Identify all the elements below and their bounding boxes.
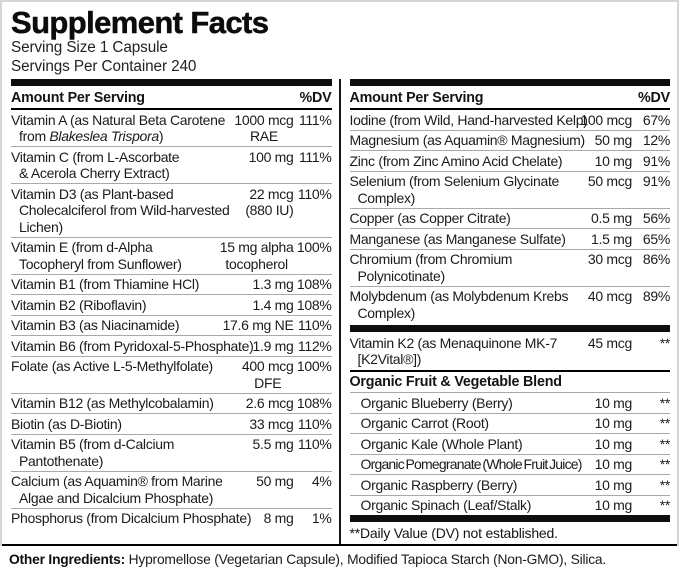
servings-per-container-line: Servings Per Container 240 — [11, 57, 197, 75]
column-header — [11, 88, 332, 110]
row-amount-value: 30 mcg — [587, 251, 632, 267]
row-dv-value: ** — [659, 334, 670, 351]
row-name — [11, 436, 253, 469]
row-amount — [591, 210, 632, 227]
table-row — [350, 110, 671, 131]
row-name — [350, 132, 595, 149]
row-dv-value: ** — [659, 476, 670, 493]
row-dv-value: 86% — [642, 251, 670, 267]
row-amount-value: 40 mcg — [587, 288, 632, 304]
row-amount — [595, 415, 632, 432]
row-name-line: Zinc (from Zinc Amino Acid Chelate) — [349, 152, 563, 169]
dv-label: %DV — [299, 90, 332, 106]
row-amount-value: 1.4 mg — [252, 296, 294, 313]
row-name-line: Selenium (from Selenium Glycinate — [349, 173, 560, 189]
table-row — [11, 509, 332, 529]
row-name-line: Organic Carrot (Root) — [360, 415, 489, 431]
row-amount — [220, 239, 294, 272]
table-row — [11, 110, 332, 147]
row-name-line: Vitamin B12 (as Methylcobalamin) — [11, 395, 214, 411]
row-amount-value: 45 mcg — [587, 334, 632, 351]
row-name — [350, 210, 592, 227]
table-row — [350, 496, 671, 516]
row-amount-value: 400 mcg — [241, 358, 294, 374]
row-amount-value: 10 mg — [594, 456, 632, 472]
row-name-line: Vitamin B2 (Riboflavin) — [11, 296, 147, 313]
row-name — [350, 497, 595, 514]
row-amount — [242, 358, 294, 391]
row-name-line: Vitamin B3 (as Niacinamide) — [11, 317, 180, 333]
table-row — [350, 172, 671, 209]
row-name — [11, 395, 246, 412]
table-row — [11, 275, 332, 296]
row-amount — [253, 297, 294, 314]
row-dv-value: 111% — [298, 148, 332, 165]
thick-divider-bar — [350, 79, 671, 86]
table-row — [11, 238, 332, 275]
row-amount-value: 10 mg — [594, 394, 632, 411]
table-row — [11, 316, 332, 337]
table-row — [350, 250, 671, 287]
row-amount-value: 50 mg — [256, 473, 294, 489]
row-name-line: Complex) — [357, 304, 416, 321]
row-dv-value: ** — [659, 497, 670, 513]
row-amount — [256, 473, 293, 490]
row-amount — [234, 112, 293, 145]
row-name-line: Cholecalciferol from Wild-harvested — [19, 202, 230, 218]
row-amount-value: 1000 mcg — [234, 111, 294, 128]
row-dv-value: 89% — [642, 288, 670, 304]
row-dv-value: 91% — [642, 152, 670, 169]
row-name-line: from Blakeslea Trispora) — [19, 128, 164, 144]
row-dv-value: 110% — [297, 415, 332, 432]
row-name — [350, 288, 588, 321]
row-name-line: Organic Pomegranate (Whole Fruit Juice) — [360, 456, 582, 472]
row-name — [350, 415, 595, 432]
row-name-line: Vitamin E (from d-Alpha — [11, 239, 153, 255]
vitamin-k2-rows — [350, 332, 671, 370]
row-name-line: Organic Spinach (Leaf/Stalk) — [360, 497, 532, 513]
row-amount-value: 0.5 mg — [591, 210, 632, 226]
row-amount-value: 100 mcg — [580, 111, 632, 128]
table-row — [350, 475, 671, 496]
dv-label: %DV — [638, 90, 670, 106]
row-dv-value: 108% — [296, 395, 332, 411]
row-name-line: Biotin (as D-Biotin) — [11, 415, 122, 432]
row-amount-value: 17.6 mg NE — [222, 317, 294, 333]
column-header — [350, 88, 671, 110]
row-amount — [595, 395, 632, 412]
row-dv-value: 108% — [296, 276, 332, 292]
row-dv-value: 110% — [297, 317, 332, 333]
row-name-line: Organic Blueberry (Berry) — [360, 394, 513, 411]
row-amount — [588, 251, 632, 268]
row-name — [11, 338, 253, 355]
row-name — [11, 239, 220, 272]
row-amount-value: 2.6 mcg — [245, 395, 294, 411]
row-name — [350, 477, 595, 494]
table-row — [350, 209, 671, 230]
table-row — [350, 131, 671, 152]
row-dv-value: 110% — [297, 436, 332, 452]
row-dv-value: 91% — [642, 173, 670, 189]
table-row — [350, 434, 671, 455]
row-amount-value: 10 mg — [594, 435, 632, 452]
row-amount — [588, 288, 632, 305]
row-dv-value: ** — [659, 456, 670, 472]
row-name — [11, 416, 249, 433]
row-amount-value: 100 mg — [248, 148, 294, 165]
row-amount-value: 10 mg — [594, 497, 632, 513]
row-amount-value: 10 mg — [594, 415, 632, 431]
row-name — [350, 153, 595, 170]
row-dv-value: 12% — [642, 132, 670, 148]
table-row — [11, 295, 332, 316]
row-name-line: Calcium (as Aquamin® from Marine — [11, 473, 223, 489]
row-dv-value: ** — [659, 435, 670, 452]
blend-rows — [350, 393, 671, 515]
daily-value-footnote: **Daily Value (DV) not established. — [349, 525, 558, 541]
row-dv-value: 56% — [642, 210, 670, 226]
row-amount-value: 1.3 mg — [252, 276, 294, 292]
row-amount-value: 22 mcg — [249, 185, 294, 202]
row-amount — [580, 112, 632, 129]
row-amount-value: 33 mcg — [249, 415, 294, 432]
page-title: Supplement Facts — [11, 5, 269, 40]
latin-name: Blakeslea Trispora — [49, 128, 159, 144]
row-name-line: Vitamin A (as Natural Beta Carotene — [11, 111, 226, 128]
blend-section-title: Organic Fruit & Vegetable Blend — [350, 370, 671, 393]
row-amount-value: 1.9 mg — [252, 337, 294, 354]
vitamin-rows — [11, 110, 332, 528]
row-amount-unit-line: tocopherol — [225, 255, 288, 272]
row-amount-value: 5.5 mg — [252, 436, 294, 452]
row-amount — [595, 132, 632, 149]
label-header — [2, 2, 677, 79]
row-name-line: & Acerola Cherry Extract) — [19, 165, 170, 181]
amount-per-serving-label: Amount Per Serving — [11, 90, 145, 106]
row-name-line: Folate (as Active L-5-Methylfolate) — [11, 358, 213, 374]
row-name — [11, 297, 253, 314]
row-name-line: Vitamin C (from L-Ascorbate — [11, 148, 180, 165]
row-name — [11, 149, 249, 182]
row-amount — [253, 338, 294, 355]
row-dv-value: 100% — [296, 358, 332, 374]
row-name-line: Vitamin B1 (from Thiamine HCl) — [11, 276, 200, 292]
row-name-line: Vitamin B6 (from Pyridoxal-5-Phosphate) — [11, 337, 254, 354]
row-dv-value: 108% — [296, 296, 332, 313]
table-row — [350, 287, 671, 323]
row-amount-value: 1.5 mg — [591, 230, 632, 247]
row-name — [11, 186, 245, 236]
row-amount — [595, 153, 632, 170]
row-amount — [245, 186, 293, 219]
table-row — [11, 472, 332, 509]
row-name — [11, 358, 242, 375]
thick-divider-bar — [350, 325, 671, 332]
row-name-line: Vitamin D3 (as Plant-based — [11, 185, 174, 202]
row-amount-value: 50 mcg — [587, 173, 632, 189]
thick-divider-bar — [350, 515, 671, 522]
row-name-line: Manganese (as Manganese Sulfate) — [349, 230, 566, 247]
row-amount-value: 8 mg — [263, 510, 294, 526]
row-dv-value: 67% — [642, 111, 670, 128]
row-dv-value: 1% — [311, 510, 332, 526]
row-name-line: Organic Raspberry (Berry) — [360, 476, 518, 493]
row-amount — [595, 477, 632, 494]
row-dv-value: 4% — [311, 473, 332, 489]
other-ingredients-lead: Other Ingredients: — [9, 552, 125, 567]
table-row — [11, 414, 332, 435]
columns-wrapper — [2, 79, 677, 546]
row-amount — [253, 436, 294, 453]
row-amount-unit-line: RAE — [250, 128, 278, 144]
amount-per-serving-label: Amount Per Serving — [349, 90, 484, 106]
row-name — [11, 510, 264, 527]
row-name — [11, 317, 223, 334]
row-amount-value: 10 mg — [594, 152, 632, 169]
table-row — [11, 184, 332, 238]
row-name-line: [K2Vital®]) — [357, 351, 422, 367]
row-name-line: Algae and Dicalcium Phosphate) — [19, 489, 214, 506]
serving-size-line: Serving Size 1 Capsule — [11, 39, 168, 56]
row-amount — [253, 276, 294, 293]
row-name-line: Chromium (from Chromium — [349, 251, 513, 267]
row-name — [11, 473, 256, 506]
row-name — [11, 112, 234, 145]
table-row — [11, 394, 332, 415]
left-supplement-column — [2, 79, 339, 544]
row-name-line: Organic Kale (Whole Plant) — [360, 435, 523, 452]
row-amount — [591, 231, 632, 248]
table-row — [11, 357, 332, 394]
row-amount — [595, 497, 632, 514]
thick-divider-bar — [11, 79, 332, 86]
right-supplement-column — [339, 79, 678, 544]
row-name-line: Vitamin B5 (from d-Calcium — [11, 436, 175, 452]
row-name — [350, 173, 588, 206]
row-name — [11, 276, 253, 293]
table-row — [350, 455, 671, 476]
table-row — [350, 393, 671, 414]
row-name — [349, 111, 588, 129]
row-dv-value: 111% — [298, 111, 332, 128]
row-amount — [595, 436, 632, 453]
row-name-line: Copper (as Copper Citrate) — [349, 210, 511, 226]
row-name-line: Molybdenum (as Molybdenum Krebs — [349, 288, 569, 304]
other-ingredients-text: Hypromellose (Vegetarian Capsule), Modified Tapioca Starch (Non-GMO), Silica. — [124, 552, 607, 567]
row-amount — [588, 173, 632, 190]
other-ingredients-line — [0, 546, 679, 567]
row-name — [350, 231, 592, 248]
row-name-line: Polynicotinate) — [357, 267, 445, 284]
row-amount — [249, 149, 294, 166]
row-name-line: Pantothenate) — [19, 452, 104, 469]
row-amount — [588, 335, 632, 352]
row-name — [350, 395, 595, 412]
row-name-line: Iodine (from Wild, Hand-harvested Kelp) — [349, 111, 588, 128]
row-name-line: Lichen) — [19, 218, 63, 235]
row-name — [350, 456, 595, 473]
row-amount — [223, 317, 294, 334]
mineral-rows — [350, 110, 671, 323]
table-row — [11, 147, 332, 184]
row-amount — [246, 395, 294, 412]
row-dv-value: ** — [659, 415, 670, 431]
footnote-wrapper — [350, 515, 671, 544]
row-name-line: Vitamin K2 (as Menaquinone MK-7 — [349, 334, 558, 351]
row-name-line: Phosphorus (from Dicalcium Phosphate) — [11, 510, 252, 526]
row-amount-value: 15 mg alpha — [219, 239, 294, 255]
row-dv-value: 65% — [642, 230, 670, 247]
row-name-line: Tocopheryl from Sunflower) — [19, 255, 182, 272]
row-amount-value: 50 mg — [594, 132, 632, 148]
row-dv-value: 112% — [297, 337, 332, 354]
row-name — [350, 436, 595, 453]
table-row — [350, 332, 671, 370]
table-row — [11, 435, 332, 472]
row-amount-value: 10 mg — [594, 476, 632, 493]
table-row — [350, 229, 671, 250]
row-amount-unit-line: DFE — [254, 374, 282, 391]
row-dv-value: 110% — [297, 185, 332, 202]
row-dv-value: ** — [659, 394, 670, 411]
row-amount-unit-line: (880 IU) — [245, 202, 294, 218]
table-row — [350, 151, 671, 172]
table-row — [11, 336, 332, 357]
row-name-line: Complex) — [357, 189, 416, 206]
row-name — [350, 335, 588, 368]
row-dv-value: 100% — [296, 239, 332, 255]
row-name — [350, 251, 588, 284]
table-row — [350, 414, 671, 435]
row-amount — [595, 456, 632, 473]
row-amount — [264, 510, 294, 527]
row-amount — [249, 416, 293, 433]
row-name-line: Magnesium (as Aquamin® Magnesium) — [349, 132, 585, 148]
